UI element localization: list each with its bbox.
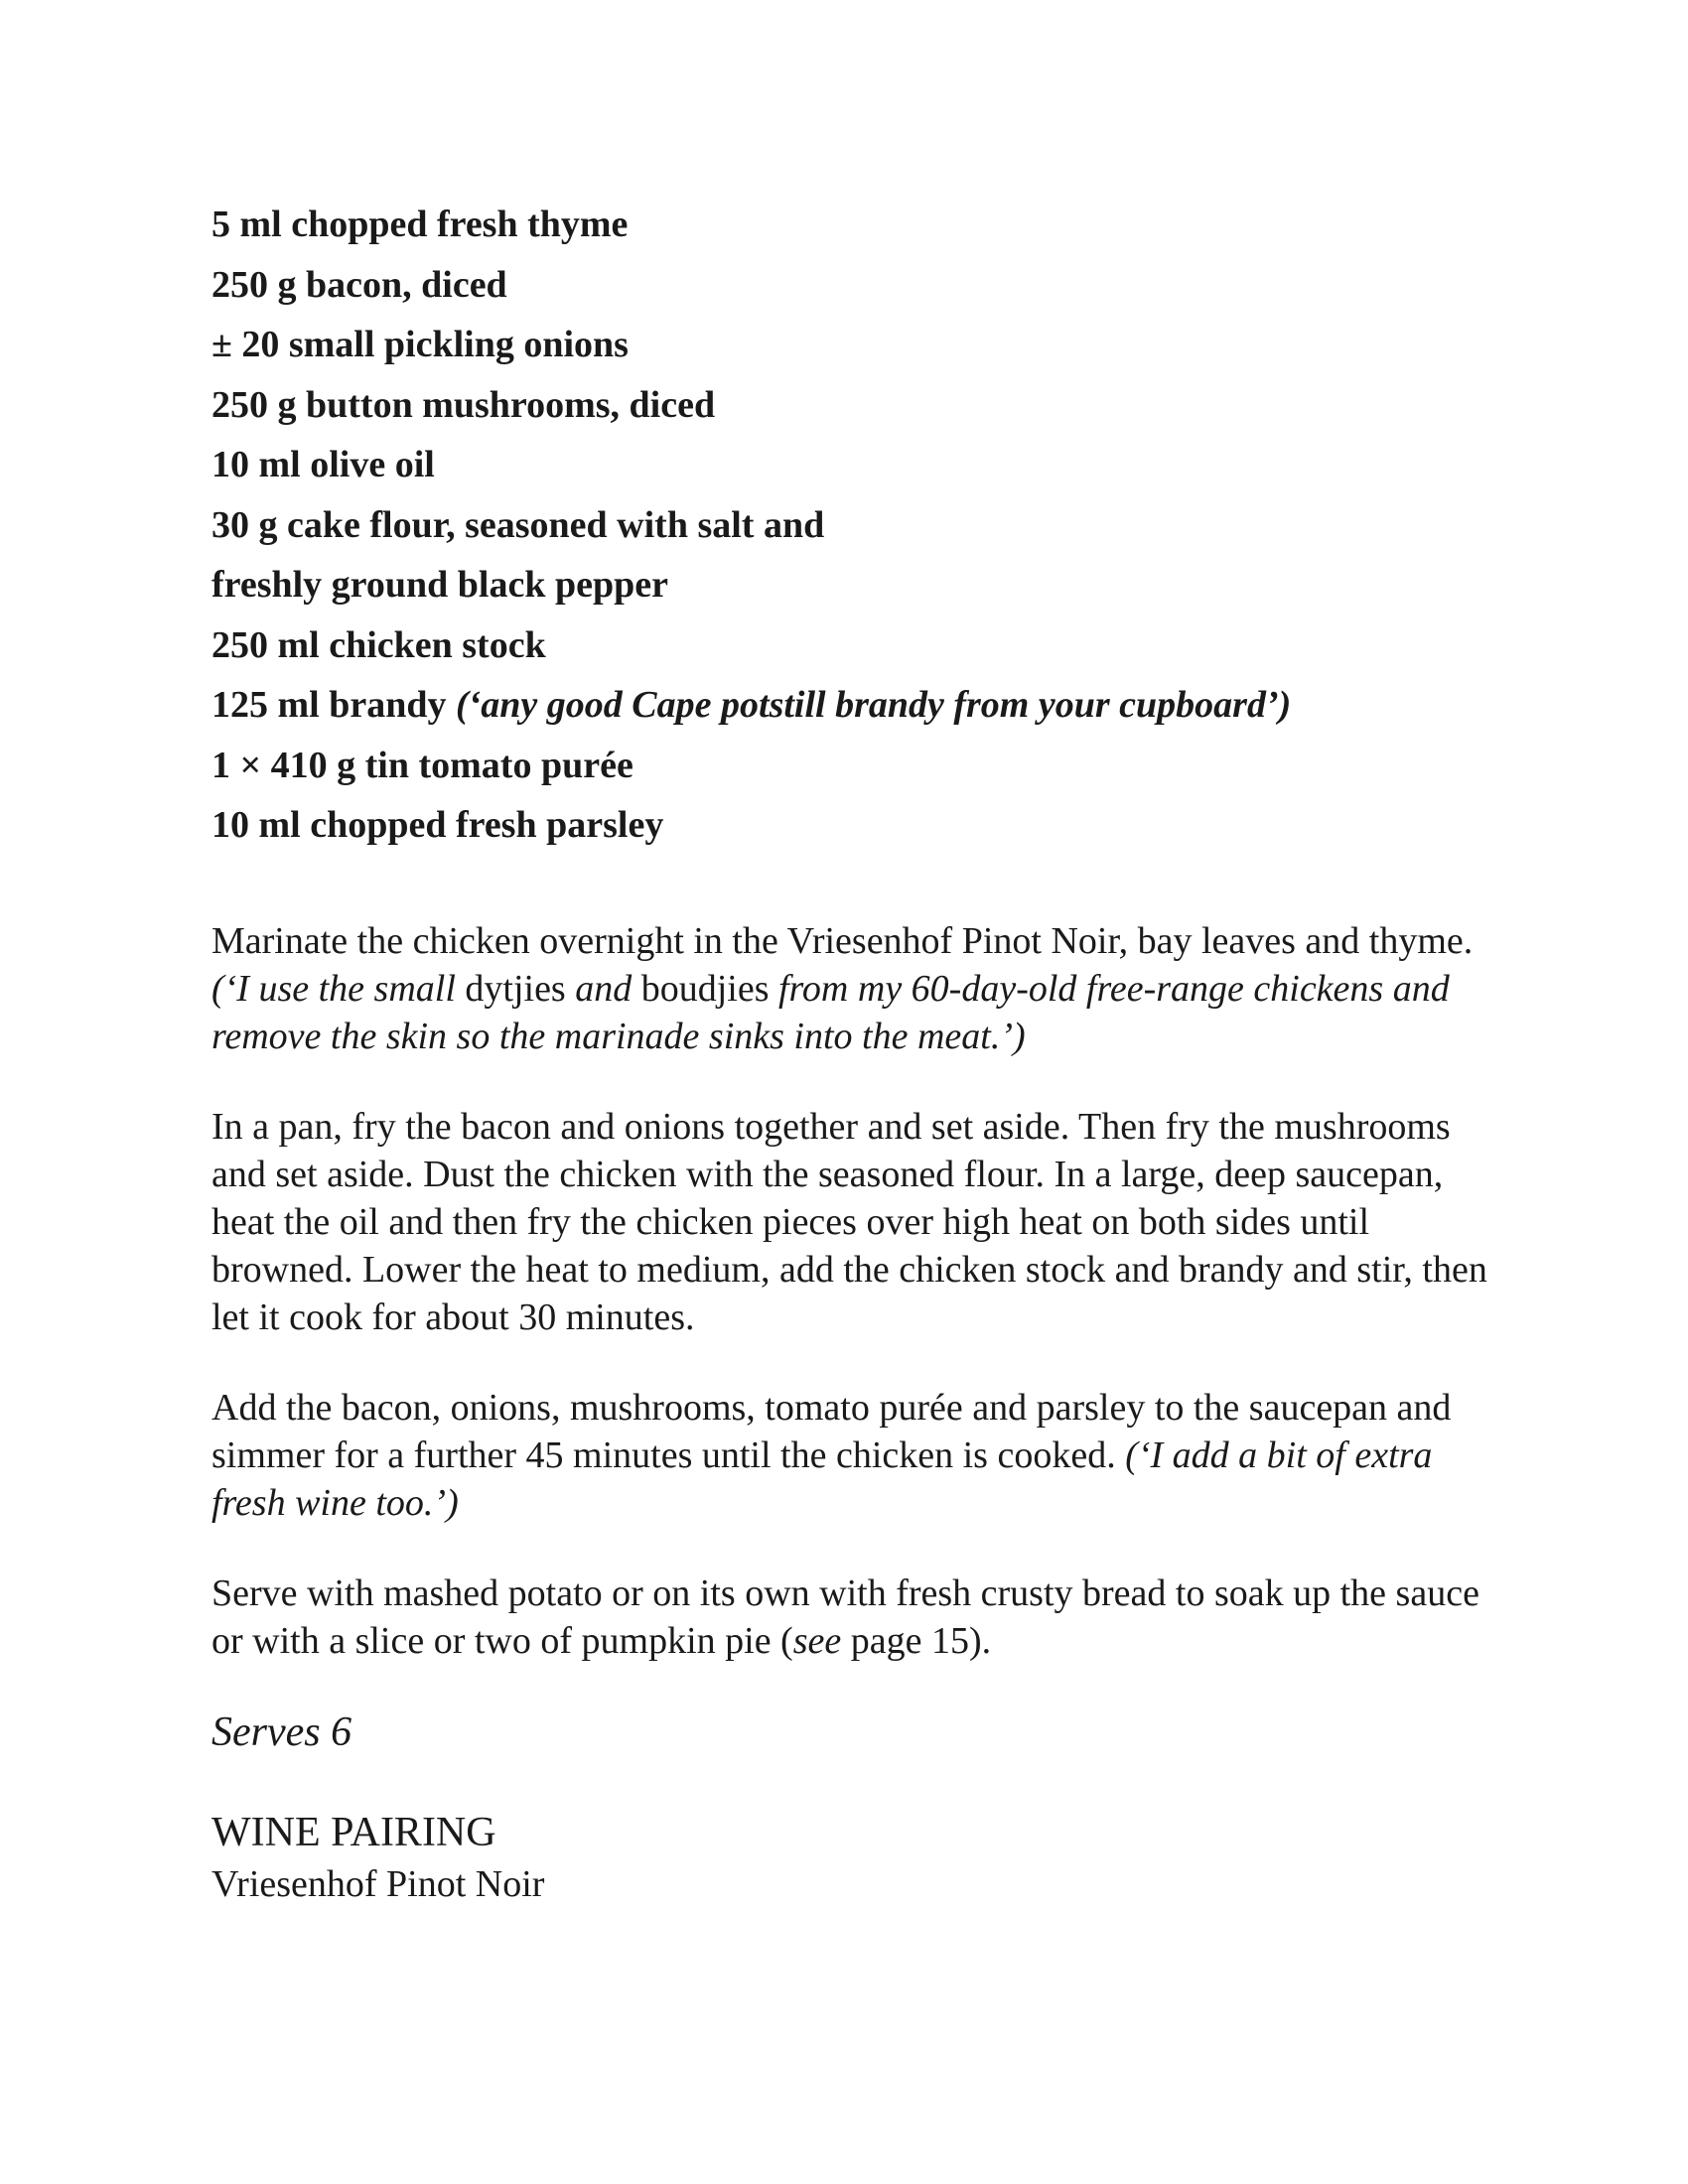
marinate-quote-end: from my 60-day-old free-range chickens and remove the skin so the marinade sinks into the meat.’) — [211, 967, 1450, 1057]
ingredient-tomato-puree: 1 × 410 g tin tomato purée — [211, 744, 633, 786]
method-step-simmer — [211, 1384, 1502, 1527]
wine-pairing-heading: WINE PAIRING — [211, 1809, 496, 1855]
method-step-serve — [211, 1570, 1502, 1665]
simmer-text: Add the bacon, onions, mushrooms, tomato purée and parsley to the saucepan and simmer for a further 45 minutes until the chicken is cooked. — [211, 1386, 1452, 1476]
method-section — [211, 917, 1502, 1665]
ingredient-flour: 30 g cake flour, seasoned with salt and — [211, 503, 825, 546]
ingredient-flour-continued: freshly ground black pepper — [211, 564, 668, 606]
wine-pairing — [211, 1806, 1502, 1909]
term-boudjies: boudjies — [640, 967, 770, 1010]
marinate-text: Marinate the chicken overnight in the Vriesenhof Pinot Noir, bay leaves and thyme. — [211, 919, 1474, 962]
wine-pairing-name: Vriesenhof Pinot Noir — [211, 1862, 545, 1905]
ingredient-onions: ± 20 small pickling onions — [211, 324, 629, 365]
brandy-note: (‘any good Cape potstill brandy from your cupboard’) — [446, 684, 1292, 726]
simmer-quote: (‘I add a bit of extra fresh wine too.’) — [211, 1433, 1433, 1524]
ingredient-thyme: 5 ml chopped fresh thyme — [211, 204, 629, 245]
ingredient-olive-oil: 10 ml olive oil — [211, 444, 435, 485]
ingredient-mushrooms: 250 g button mushrooms, diced — [211, 383, 716, 426]
ingredient-brandy — [211, 675, 1502, 736]
method-step-fry: In a pan, fry the bacon and onions together and set aside. Then fry the mushrooms and set aside. Dust the chicken with the seasoned flour. In a large, deep saucepan, heat the oil and then fry the chicken pieces over high heat on both sides until browned. Lower the heat to medium, add the chicken stock and brandy and stir, then let it cook for about 30 minutes. — [211, 1105, 1487, 1338]
marinate-quote-and: and — [565, 967, 641, 1010]
ingredient-list — [211, 195, 1502, 856]
serve-see: see — [792, 1619, 842, 1662]
ingredient-bacon: 250 g bacon, diced — [211, 263, 507, 306]
ingredient-brandy-text: 125 ml brandy — [211, 684, 447, 726]
ingredient-chicken-stock: 250 ml chicken stock — [211, 623, 546, 666]
marinate-quote-start: (‘I use the small — [211, 967, 466, 1010]
ingredient-parsley: 10 ml chopped fresh parsley — [211, 804, 664, 846]
serves-count: Serves 6 — [211, 1708, 352, 1755]
recipe-page — [211, 195, 1502, 1909]
serve-text: Serve with mashed potato or on its own with fresh crusty bread to soak up the sauce or with a slice or two of pumpkin pie ( — [211, 1571, 1479, 1662]
term-dytjies: dytjies — [465, 967, 566, 1010]
serve-page-ref: page 15). — [841, 1619, 992, 1662]
method-step-marinate — [211, 917, 1502, 1060]
